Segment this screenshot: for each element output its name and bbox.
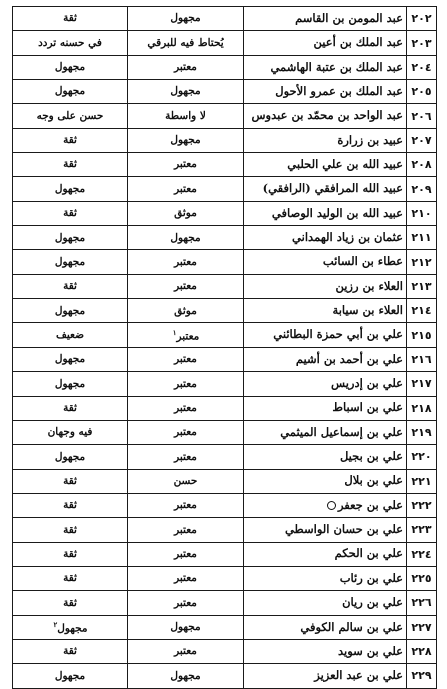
status-secondary-cell [13, 566, 128, 590]
table-row [13, 80, 437, 104]
row-number: ٢٢٦ [407, 591, 437, 615]
narrator-name: عبيد الله المرافقي (الرافقي) [262, 181, 403, 196]
status-secondary: ثقة [63, 280, 77, 293]
status-secondary-cell [13, 128, 128, 152]
narrator-name-cell [244, 55, 407, 79]
table-row [13, 518, 437, 542]
footnote-marker: ١ [172, 327, 177, 337]
table-row [13, 347, 437, 371]
narrator-name-cell [244, 250, 407, 274]
status-secondary: ثقة [63, 596, 77, 609]
status-primary-cell [128, 542, 244, 566]
status-secondary-cell [13, 469, 128, 493]
status-secondary: ثقة [63, 207, 77, 220]
narrators-table-page [12, 6, 436, 689]
status-primary: معتبر [174, 645, 197, 658]
status-primary-cell [128, 518, 244, 542]
row-number: ٢١٩ [407, 420, 437, 444]
table-row [13, 153, 437, 177]
narrator-name: عبد المومن بن القاسم [295, 10, 403, 25]
status-primary: معتبر [174, 547, 197, 560]
narrator-name: عثمان بن زياد الهمداني [292, 230, 403, 245]
status-primary: موثق [174, 207, 197, 220]
row-number: ٢٢٧ [407, 615, 437, 639]
status-primary: موثق [174, 304, 197, 317]
narrator-name: علي بن إدريس [331, 376, 403, 391]
status-primary: معتبر [174, 182, 197, 195]
narrators-table [12, 6, 437, 689]
narrator-name-cell [244, 153, 407, 177]
narrator-name-cell [244, 274, 407, 298]
table-row [13, 372, 437, 396]
narrator-name-cell [244, 347, 407, 371]
status-primary-cell [128, 7, 244, 31]
table-row [13, 542, 437, 566]
narrator-name: علي بن سالم الكوفي [300, 619, 403, 634]
table-row [13, 55, 437, 79]
table-row [13, 396, 437, 420]
narrator-name: علي بن عبد العزيز [314, 668, 403, 683]
narrator-name-cell [244, 420, 407, 444]
status-secondary-cell [13, 274, 128, 298]
status-secondary: ثقة [63, 547, 77, 560]
status-primary-cell [128, 226, 244, 250]
status-primary-cell [128, 615, 244, 639]
narrator-name: عبد الملك بن عتبة الهاشمي [270, 59, 403, 74]
status-secondary-cell [13, 518, 128, 542]
row-number: ٢١٥ [407, 323, 437, 347]
row-number: ٢٠٧ [407, 128, 437, 152]
row-number: ٢٢٣ [407, 518, 437, 542]
status-secondary: ثقة [63, 572, 77, 585]
table-row [13, 445, 437, 469]
status-secondary: ثقة [63, 158, 77, 171]
status-secondary-cell [13, 493, 128, 517]
narrator-name: عبد الملك بن عمرو الأحول [275, 83, 403, 98]
status-primary: معتبر [174, 572, 197, 585]
narrator-name: علي بن سويد [337, 643, 403, 658]
status-primary: يُحتاط فيه للبرقي [147, 36, 224, 49]
narrator-name: علي بن جعفر [337, 497, 403, 512]
status-secondary: مجهول [57, 622, 88, 635]
narrator-name: علي بن أحمد بن أشيم [295, 351, 403, 366]
row-number: ٢٢٠ [407, 445, 437, 469]
status-primary: مجهول [170, 669, 201, 682]
status-secondary: ثقة [63, 645, 77, 658]
status-primary: معتبر [174, 450, 197, 463]
status-secondary: ثقة [63, 134, 77, 147]
narrator-name: عبيد بن زرارة [337, 132, 403, 147]
status-secondary: ثقة [63, 523, 77, 536]
row-number: ٢٢٢ [407, 493, 437, 517]
status-secondary: مجهول [54, 231, 86, 244]
narrator-name-cell [244, 31, 407, 55]
status-secondary-cell [13, 177, 128, 201]
table-row [13, 177, 437, 201]
row-number: ٢٠٦ [407, 104, 437, 128]
status-primary-cell [128, 153, 244, 177]
table-row [13, 615, 437, 639]
row-number: ٢١٨ [407, 396, 437, 420]
status-primary-cell [128, 664, 244, 688]
status-secondary-cell [13, 542, 128, 566]
row-number: ٢٢٥ [407, 566, 437, 590]
status-secondary: ثقة [63, 474, 77, 487]
status-primary: حسن [173, 474, 198, 487]
status-secondary-cell [13, 153, 128, 177]
status-primary: مجهول [170, 12, 201, 25]
status-secondary-cell [13, 250, 128, 274]
narrator-name: عبيد الله بن الوليد الوصافي [271, 205, 403, 220]
status-secondary: ثقة [63, 12, 77, 25]
status-primary: معتبر [174, 377, 197, 390]
status-primary-cell [128, 31, 244, 55]
table-row [13, 31, 437, 55]
status-primary-cell [128, 396, 244, 420]
status-primary-cell [128, 55, 244, 79]
narrator-name: العلاء بن رزين [335, 278, 403, 293]
status-primary-cell [128, 274, 244, 298]
status-primary-cell [128, 299, 244, 323]
narrator-name: علي بن الحكم [334, 546, 403, 561]
narrator-name-cell [244, 7, 407, 31]
status-secondary-cell [13, 31, 128, 55]
honorific-icon [327, 501, 336, 510]
status-primary: لا واسطة [165, 109, 206, 122]
table-row [13, 201, 437, 225]
status-secondary: فيه وجهان [47, 426, 93, 439]
row-number: ٢١٣ [407, 274, 437, 298]
narrator-name: عبد الواحد بن محمّد بن عبدوس [251, 108, 403, 123]
status-primary-cell [128, 493, 244, 517]
status-primary-cell [128, 250, 244, 274]
narrator-name-cell [244, 372, 407, 396]
status-secondary: في حسنه تردد [38, 36, 102, 49]
row-number: ٢١٠ [407, 201, 437, 225]
status-secondary: مجهول [54, 255, 86, 268]
status-secondary: ثقة [63, 499, 77, 512]
narrator-name-cell [244, 323, 407, 347]
footnote-marker: ٢ [53, 619, 58, 629]
status-secondary: ثقة [63, 401, 77, 414]
narrator-name: عبيد الله بن علي الحلبي [287, 156, 403, 171]
row-number: ٢١٤ [407, 299, 437, 323]
status-secondary-cell [13, 347, 128, 371]
narrator-name-cell [244, 299, 407, 323]
status-primary: معتبر [174, 353, 197, 366]
narrator-name: عبد الملك بن أعين [313, 35, 403, 50]
narrator-name-cell [244, 104, 407, 128]
status-secondary-cell [13, 591, 128, 615]
status-primary-cell [128, 128, 244, 152]
status-primary: مجهول [170, 231, 201, 244]
table-row [13, 7, 437, 31]
status-secondary-cell [13, 201, 128, 225]
narrator-name-cell [244, 128, 407, 152]
table-body [13, 7, 437, 689]
status-secondary: مجهول [54, 669, 86, 682]
row-number: ٢٠٩ [407, 177, 437, 201]
row-number: ٢٠٤ [407, 55, 437, 79]
status-primary-cell [128, 104, 244, 128]
table-row [13, 591, 437, 615]
status-primary: مجهول [170, 85, 201, 98]
narrator-name-cell [244, 396, 407, 420]
row-number: ٢٢١ [407, 469, 437, 493]
status-secondary: مجهول [54, 182, 86, 195]
status-primary: معتبر [174, 499, 197, 512]
table-row [13, 104, 437, 128]
row-number: ٢٠٨ [407, 153, 437, 177]
row-number: ٢٢٤ [407, 542, 437, 566]
narrator-name-cell [244, 226, 407, 250]
narrator-name-cell [244, 80, 407, 104]
table-row [13, 250, 437, 274]
status-secondary-cell [13, 639, 128, 663]
table-row [13, 274, 437, 298]
status-primary: معتبر [174, 401, 197, 414]
table-row [13, 299, 437, 323]
table-row [13, 566, 437, 590]
narrator-name: علي بن أبي حمزة البطائني [273, 327, 403, 342]
narrator-name: علي بن بلال [344, 473, 403, 488]
status-primary-cell [128, 639, 244, 663]
status-secondary-cell [13, 7, 128, 31]
status-secondary: حسن على وجه [36, 109, 104, 122]
status-primary-cell [128, 591, 244, 615]
table-row [13, 128, 437, 152]
narrator-name-cell [244, 445, 407, 469]
status-secondary: مجهول [54, 61, 86, 74]
row-number: ٢٠٥ [407, 80, 437, 104]
status-primary-cell [128, 347, 244, 371]
status-secondary: مجهول [54, 304, 86, 317]
narrator-name: علي بن ريان [342, 595, 403, 610]
narrator-name: علي بن إسماعيل الميثمي [280, 424, 403, 439]
row-number: ٢٢٩ [407, 664, 437, 688]
narrator-name-cell [244, 664, 407, 688]
narrator-name-cell [244, 542, 407, 566]
status-secondary-cell [13, 420, 128, 444]
narrator-name: علي بن حسان الواسطي [284, 522, 403, 537]
status-secondary-cell [13, 664, 128, 688]
status-secondary-cell [13, 445, 128, 469]
status-secondary-cell [13, 55, 128, 79]
table-row [13, 469, 437, 493]
row-number: ٢١٢ [407, 250, 437, 274]
status-secondary-cell [13, 80, 128, 104]
table-row [13, 493, 437, 517]
status-primary-cell [128, 323, 244, 347]
status-primary: معتبر [176, 330, 200, 343]
status-secondary-cell [13, 226, 128, 250]
status-primary-cell [128, 566, 244, 590]
row-number: ٢١١ [407, 226, 437, 250]
status-primary-cell [128, 372, 244, 396]
table-row [13, 420, 437, 444]
status-secondary-cell [13, 299, 128, 323]
row-number: ٢٠٢ [407, 7, 437, 31]
row-number: ٢١٧ [407, 372, 437, 396]
table-row [13, 639, 437, 663]
status-primary: مجهول [170, 621, 201, 634]
narrator-name: عطاء بن السائب [322, 254, 403, 269]
status-secondary-cell [13, 104, 128, 128]
status-secondary: مجهول [54, 353, 86, 366]
status-primary-cell [128, 469, 244, 493]
status-primary-cell [128, 80, 244, 104]
status-secondary: مجهول [54, 377, 86, 390]
status-primary: معتبر [174, 596, 197, 609]
status-primary-cell [128, 420, 244, 444]
status-secondary-cell [13, 323, 128, 347]
narrator-name: علي بن اسباط [332, 400, 403, 415]
status-secondary-cell [13, 615, 128, 639]
row-number: ٢١٦ [407, 347, 437, 371]
status-primary-cell [128, 445, 244, 469]
row-number: ٢٢٨ [407, 639, 437, 663]
status-primary-cell [128, 177, 244, 201]
narrator-name-cell [244, 518, 407, 542]
status-primary: معتبر [174, 426, 197, 439]
narrator-name-cell [244, 469, 407, 493]
status-primary: معتبر [174, 158, 197, 171]
status-secondary: مجهول [54, 450, 86, 463]
table-row [13, 323, 437, 347]
narrator-name-cell [244, 201, 407, 225]
status-primary-cell [128, 201, 244, 225]
narrator-name: علي بن بجيل [339, 449, 403, 464]
table-row [13, 226, 437, 250]
narrator-name: العلاء بن سيابة [332, 303, 403, 318]
narrator-name: علي بن رئاب [339, 570, 403, 585]
status-primary: معتبر [174, 280, 197, 293]
narrator-name-cell [244, 615, 407, 639]
status-primary: مجهول [170, 134, 201, 147]
status-secondary-cell [13, 372, 128, 396]
row-number: ٢٠٣ [407, 31, 437, 55]
narrator-name-cell [244, 493, 407, 517]
table-row [13, 664, 437, 688]
narrator-name-cell [244, 566, 407, 590]
status-primary: معتبر [174, 523, 197, 536]
status-primary: معتبر [174, 255, 197, 268]
status-primary: معتبر [174, 61, 197, 74]
status-secondary: ضعيف [55, 328, 85, 341]
narrator-name-cell [244, 177, 407, 201]
status-secondary: مجهول [54, 85, 86, 98]
status-secondary-cell [13, 396, 128, 420]
narrator-name-cell [244, 591, 407, 615]
narrator-name-cell [244, 639, 407, 663]
